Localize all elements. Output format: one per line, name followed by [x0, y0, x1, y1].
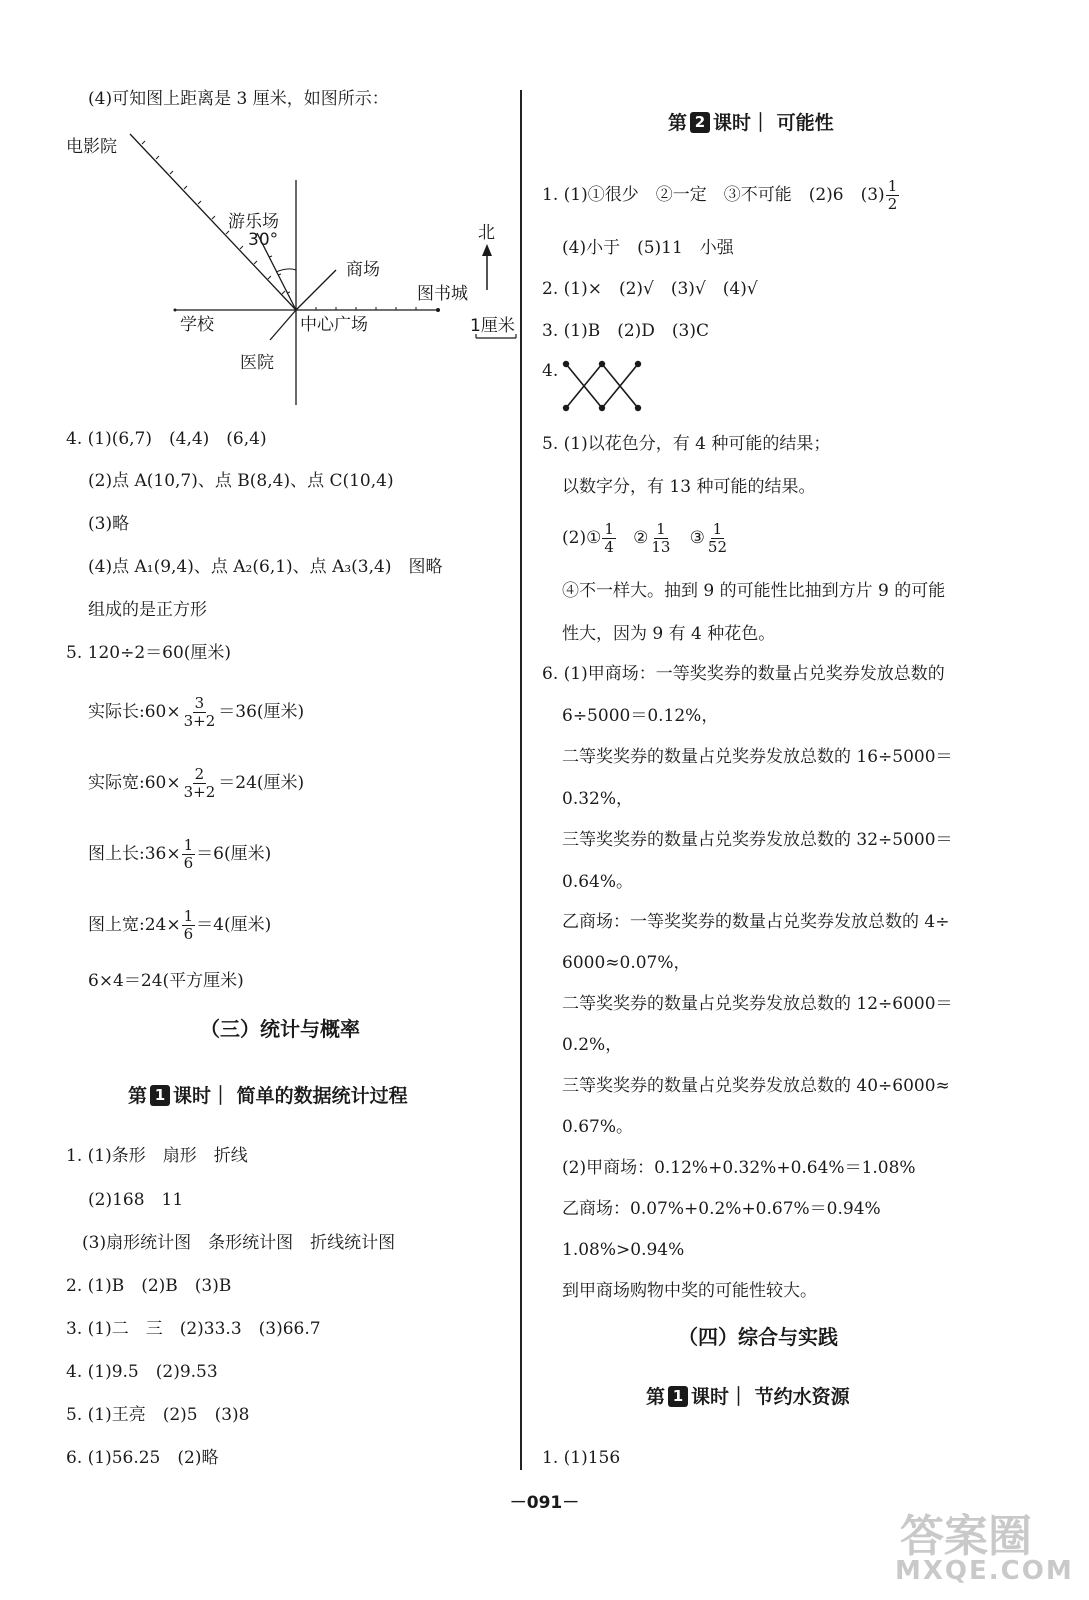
- q4-line5: 组成的是正方形: [88, 600, 207, 620]
- stat-q1-line1: 1. (1)条形 扇形 折线: [66, 1146, 248, 1166]
- q4-line1: 4. (1)(6,7) (4,4) (6,4): [66, 429, 267, 449]
- stat-q6: 6. (1)56.25 (2)略: [66, 1448, 219, 1468]
- q5-map-width: 图上宽:24× $\frac{1}{6}$ ＝4(厘米): [88, 907, 272, 943]
- prob-q6-line2: 6÷5000＝0.12%，: [562, 706, 719, 726]
- prob-q6-line8: 6000≈0.07%，: [562, 953, 691, 973]
- prob-q6-line3: 二等奖奖券的数量占兑奖券发放总数的 16÷5000＝: [562, 747, 953, 767]
- q5-area: 6×4＝24(平方厘米): [88, 971, 244, 991]
- label-library: 图书城: [417, 284, 468, 304]
- prob-q6-line9: 二等奖奖券的数量占兑奖券发放总数的 12÷6000＝: [562, 994, 953, 1014]
- prob-q1-line2: (4)小于 (5)11 小强: [562, 238, 734, 258]
- fraction: $\frac{3}{3+2}$: [183, 694, 216, 730]
- q4-line2: (2)点 A(10,7)、点 B(8,4)、点 C(10,4): [88, 471, 394, 491]
- prob-q5-line4: ④不一样大。抽到 9 的可能性比抽到方片 9 的可能: [562, 581, 946, 601]
- prob-q3: 3. (1)B (2)D (3)C: [542, 321, 709, 341]
- q5-actual-length: 实际长:60× $\frac{3}{3+2}$ ＝36(厘米): [88, 694, 305, 730]
- prob-q6-line1: 6. (1)甲商场：一等奖奖券的数量占兑奖券发放总数的: [542, 664, 945, 684]
- lesson-heading-3: 第 1 课时｜ 节约水资源: [646, 1386, 850, 1408]
- page-number: －091－: [509, 1493, 580, 1513]
- label-park: 游乐场: [228, 212, 279, 232]
- q4-line3: (3)略: [88, 514, 130, 534]
- stat-q2: 2. (1)B (2)B (3)B: [66, 1276, 232, 1296]
- fraction: $\frac{1}{13}$: [651, 520, 671, 556]
- fraction: $\frac{2}{3+2}$: [183, 765, 216, 801]
- prob-q6-line14: 乙商场：0.07%+0.2%+0.67%＝0.94%: [562, 1199, 881, 1219]
- label-plaza: 中心广场: [300, 315, 368, 335]
- prob-q5-line5: 性大，因为 9 有 4 种花色。: [562, 624, 776, 644]
- prob-q1-line1: 1. (1)①很少 ②一定 ③不可能 (2)6 (3) $\frac{1}{2}$: [542, 177, 898, 213]
- prob-q6-line4: 0.32%，: [562, 789, 634, 809]
- label-hospital: 医院: [240, 353, 274, 373]
- q4-line4: (4)点 A₁(9,4)、点 A₂(6,1)、点 A₃(3,4) 图略: [88, 557, 443, 577]
- section-heading-practice: （四）综合与实践: [678, 1325, 838, 1349]
- section-heading-statistics: （三）统计与概率: [200, 1017, 360, 1041]
- prob-q6-line12: 0.67%。: [562, 1117, 634, 1137]
- prob-q5-line3: (2)① $\frac{1}{4}$ ② $\frac{1}{13}$ ③ $\frac{1}{52}$: [562, 520, 727, 556]
- fraction: $\frac{1}{2}$: [887, 177, 898, 213]
- prob-q6-line11: 三等奖奖券的数量占兑奖券发放总数的 40÷6000≈: [562, 1076, 950, 1096]
- prob-q6-line5: 三等奖奖券的数量占兑奖券发放总数的 32÷5000＝: [562, 830, 953, 850]
- label-north: 北: [478, 223, 495, 243]
- stat-q1-line2: (2)168 11: [88, 1190, 184, 1210]
- prob-q5-line1: 5. (1)以花色分，有 4 种可能的结果；: [542, 434, 831, 454]
- prob-q5-line2: 以数字分，有 13 种可能的结果。: [562, 477, 816, 497]
- q5-map-length: 图上长:36× $\frac{1}{6}$ ＝6(厘米): [88, 836, 272, 872]
- label-scale: 1厘米: [470, 316, 515, 336]
- stat-q3: 3. (1)二 三 (2)33.3 (3)66.7: [66, 1319, 321, 1339]
- prob-q6-line13: (2)甲商场：0.12%+0.32%+0.64%＝1.08%: [562, 1158, 916, 1178]
- prob-q6-line16: 到甲商场购物中奖的可能性较大。: [562, 1281, 817, 1301]
- prob-q6-line6: 0.64%。: [562, 872, 634, 892]
- fraction: $\frac{1}{6}$: [183, 907, 194, 943]
- fraction: $\frac{1}{52}$: [707, 520, 727, 556]
- prob-q6-line7: 乙商场：一等奖奖券的数量占兑奖券发放总数的 4÷: [562, 912, 950, 932]
- fraction: $\frac{1}{6}$: [183, 836, 194, 872]
- stat-q4: 4. (1)9.5 (2)9.53: [66, 1362, 218, 1382]
- mall-ray: [296, 270, 336, 310]
- label-mall: 商场: [346, 260, 380, 280]
- prob-q2: 2. (1)× (2)√ (3)√ (4)√: [542, 279, 758, 299]
- q3-part4-text: (4)可知图上距离是 3 厘米，如图所示：: [88, 89, 389, 109]
- prob-q4-label: 4.: [542, 361, 559, 381]
- lesson-heading-2: 第 2 课时｜ 可能性: [668, 112, 834, 134]
- stat-q5: 5. (1)王亮 (2)5 (3)8: [66, 1405, 250, 1425]
- prob-q6-line15: 1.08%>0.94%: [562, 1240, 685, 1260]
- watermark-logo: 答案圈: [900, 1511, 1032, 1562]
- prob-q6-line10: 0.2%，: [562, 1035, 623, 1055]
- stat-q1-line3: (3)扇形统计图 条形统计图 折线统计图: [82, 1233, 396, 1253]
- location-map-diagram: [60, 120, 530, 410]
- watermark-url: MXQE.COM: [895, 1556, 1074, 1586]
- matching-diagram: [556, 358, 646, 414]
- label-angle: 30°: [248, 230, 279, 250]
- hospital-ray: [270, 310, 296, 340]
- label-school: 学校: [180, 315, 214, 335]
- fraction: $\frac{1}{4}$: [604, 520, 614, 556]
- q5-line1: 5. 120÷2＝60(厘米): [66, 643, 232, 663]
- lesson-heading-1: 第 1 课时｜ 简单的数据统计过程: [128, 1085, 408, 1107]
- label-cinema: 电影院: [66, 137, 117, 157]
- practice-q1: 1. (1)156: [542, 1448, 621, 1468]
- q5-actual-width: 实际宽:60× $\frac{2}{3+2}$ ＝24(厘米): [88, 765, 305, 801]
